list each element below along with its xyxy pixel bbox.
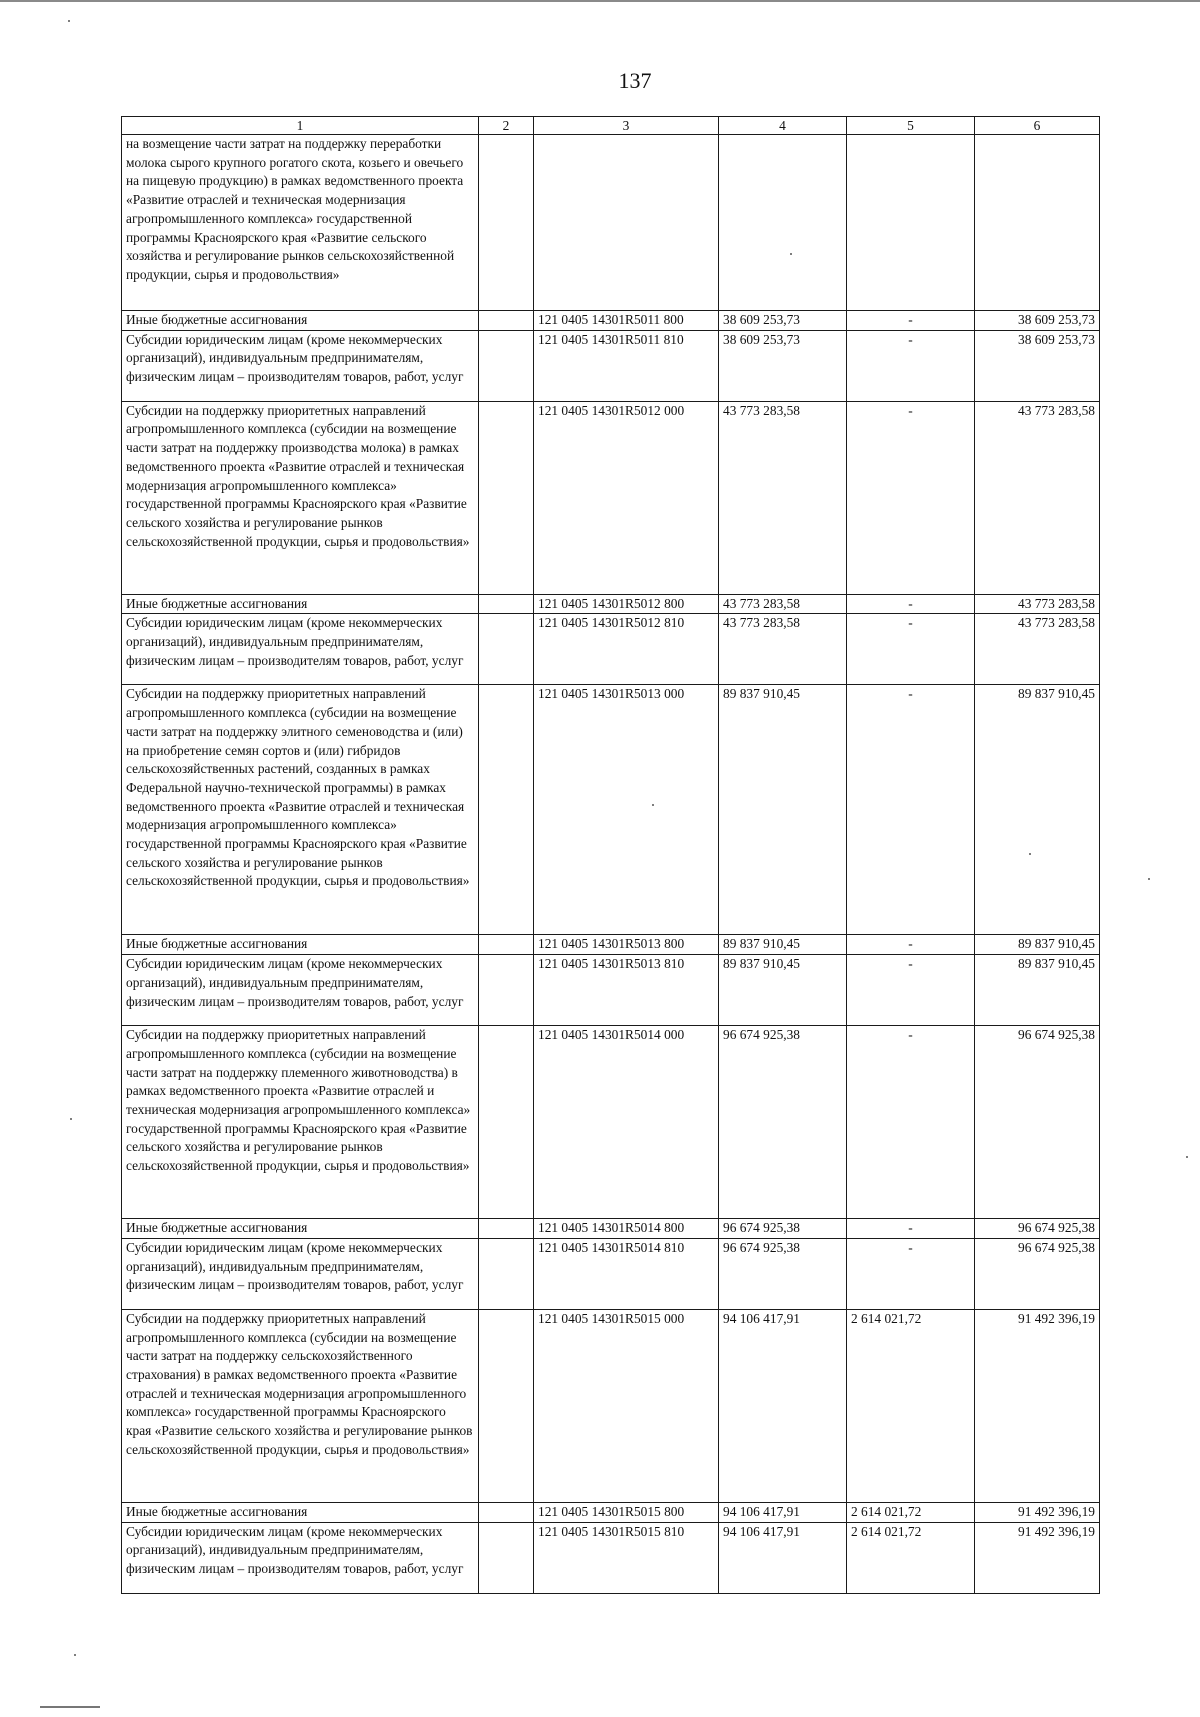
row-amount-column-5: - [847,935,975,955]
table-row [122,1309,1100,1502]
row-amount-column-5: 2 614 021,72 [847,1522,975,1593]
row-description: Субсидии юридическим лицам (кроме некоммерческих организаций), индивидуальным предпринимателям, физическим лицам – производителям товаров, работ, услуг [122,955,479,1026]
row-budget-code: 121 0405 14301R5013 000 [534,685,719,935]
table-row [122,401,1100,594]
row-amount-column-5: - [847,685,975,935]
row-column-2 [479,311,534,331]
row-budget-code: 121 0405 14301R5014 000 [534,1026,719,1219]
column-header: 1 [122,117,479,135]
row-description: на возмещение части затрат на поддержку переработки молока сырого крупного рогатого скота, козьего и овечьего на пищевую продукцию) в рамках ведомственного проекта «Развитие отраслей и техническая модернизация агропромышленного комплекса» государственной программы Красноярского края «Развитие сельского хозяйства и регулирование рынков сельскохозяйственной продукции, сырья и продовольствия» [122,135,479,311]
row-amount-column-4 [719,135,847,311]
table-row [122,311,1100,331]
row-budget-code: 121 0405 14301R5013 800 [534,935,719,955]
row-budget-code: 121 0405 14301R5012 810 [534,614,719,685]
row-column-2 [479,330,534,401]
row-amount-column-4: 94 106 417,91 [719,1309,847,1502]
row-description: Субсидии на поддержку приоритетных направлений агропромышленного комплекса (субсидии на возмещение части затрат на поддержку сельскохозяйственного страхования) в рамках ведомственного проекта «Развитие отраслей и техническая модернизация агропромышленного комплекса» государственной программы Красноярского края «Развитие сельского хозяйства и регулирование рынков сельскохозяйственной продукции, сырья и продовольствия» [122,1309,479,1502]
table-row [122,330,1100,401]
column-header: 4 [719,117,847,135]
row-description: Субсидии на поддержку приоритетных направлений агропромышленного комплекса (субсидии на возмещение части затрат на поддержку племенного животноводства) в рамках ведомственного проекта «Развитие отраслей и техническая модернизация агропромышленного комплекса» государственной программы Красноярского края «Развитие сельского хозяйства и регулирование рынков сельскохозяйственной продукции, сырья и продовольствия» [122,1026,479,1219]
column-header: 3 [534,117,719,135]
row-budget-code: 121 0405 14301R5015 000 [534,1309,719,1502]
row-amount-column-5: - [847,955,975,1026]
row-amount-column-5: - [847,594,975,614]
row-column-2 [479,1026,534,1219]
row-description: Иные бюджетные ассигнования [122,594,479,614]
row-column-2 [479,1309,534,1502]
column-header: 2 [479,117,534,135]
row-column-2 [479,955,534,1026]
scan-speck [70,1118,72,1120]
table-row [122,935,1100,955]
scan-speck [68,20,70,22]
row-amount-column-4: 89 837 910,45 [719,685,847,935]
budget-table [121,116,1100,1594]
row-budget-code: 121 0405 14301R5011 810 [534,330,719,401]
scan-speck [790,253,792,255]
row-column-2 [479,1238,534,1309]
row-amount-column-4: 96 674 925,38 [719,1219,847,1239]
row-amount-column-6: 89 837 910,45 [975,935,1100,955]
row-amount-column-6: 91 492 396,19 [975,1502,1100,1522]
row-amount-column-6: 91 492 396,19 [975,1309,1100,1502]
scan-edge-line [40,1706,100,1708]
table-header-row [122,117,1100,135]
row-budget-code: 121 0405 14301R5011 800 [534,311,719,331]
row-amount-column-6: 43 773 283,58 [975,401,1100,594]
row-amount-column-5 [847,135,975,311]
row-amount-column-5: - [847,311,975,331]
row-description: Субсидии на поддержку приоритетных направлений агропромышленного комплекса (субсидии на возмещение части затрат на поддержку производства молока) в рамках ведомственного проекта «Развитие отраслей и техническая модернизация агропромышленного комплекса» государственной программы Красноярского края «Развитие сельского хозяйства и регулирование рынков сельскохозяйственной продукции, сырья и продовольствия» [122,401,479,594]
table-row [122,1502,1100,1522]
row-column-2 [479,401,534,594]
table-row [122,1238,1100,1309]
row-amount-column-6: 96 674 925,38 [975,1026,1100,1219]
row-amount-column-6: 89 837 910,45 [975,955,1100,1026]
row-budget-code: 121 0405 14301R5013 810 [534,955,719,1026]
row-column-2 [479,1502,534,1522]
row-amount-column-4: 89 837 910,45 [719,935,847,955]
row-amount-column-5: - [847,614,975,685]
table-body [122,135,1100,1594]
row-amount-column-6: 89 837 910,45 [975,685,1100,935]
column-header: 5 [847,117,975,135]
row-column-2 [479,685,534,935]
row-column-2 [479,1522,534,1593]
table-row [122,955,1100,1026]
row-budget-code: 121 0405 14301R5012 800 [534,594,719,614]
row-amount-column-6: 43 773 283,58 [975,614,1100,685]
row-description: Субсидии на поддержку приоритетных направлений агропромышленного комплекса (субсидии на возмещение части затрат на поддержку элитного семеноводства и (или) на приобретение семян сортов и (или) гибридов сельскохозяйственных растений, созданных в рамках Федеральной научно-технической программы) в рамках ведомственного проекта «Развитие отраслей и техническая модернизация агропромышленного комплекса» государственной программы Красноярского края «Развитие сельского хозяйства и регулирование рынков сельскохозяйственной продукции, сырья и продовольствия» [122,685,479,935]
row-amount-column-4: 94 106 417,91 [719,1502,847,1522]
row-amount-column-6: 96 674 925,38 [975,1219,1100,1239]
table-row [122,614,1100,685]
row-amount-column-5: 2 614 021,72 [847,1309,975,1502]
row-description: Иные бюджетные ассигнования [122,311,479,331]
row-amount-column-4: 43 773 283,58 [719,401,847,594]
row-amount-column-4: 96 674 925,38 [719,1026,847,1219]
row-amount-column-4: 94 106 417,91 [719,1522,847,1593]
row-amount-column-6: 91 492 396,19 [975,1522,1100,1593]
scan-speck [1148,878,1150,880]
row-amount-column-4: 43 773 283,58 [719,594,847,614]
row-amount-column-6: 96 674 925,38 [975,1238,1100,1309]
row-amount-column-6: 38 609 253,73 [975,311,1100,331]
row-description: Иные бюджетные ассигнования [122,1502,479,1522]
row-amount-column-6: 43 773 283,58 [975,594,1100,614]
scan-edge-line [0,0,1200,2]
row-description: Иные бюджетные ассигнования [122,935,479,955]
row-amount-column-6: 38 609 253,73 [975,330,1100,401]
table-row [122,685,1100,935]
row-budget-code: 121 0405 14301R5014 810 [534,1238,719,1309]
scan-speck [1186,1156,1188,1158]
row-amount-column-5: - [847,1219,975,1239]
row-column-2 [479,594,534,614]
row-description: Субсидии юридическим лицам (кроме некоммерческих организаций), индивидуальным предпринимателям, физическим лицам – производителям товаров, работ, услуг [122,330,479,401]
row-budget-code [534,135,719,311]
row-amount-column-5: - [847,1026,975,1219]
row-amount-column-5: - [847,401,975,594]
row-description: Субсидии юридическим лицам (кроме некоммерческих организаций), индивидуальным предпринимателям, физическим лицам – производителям товаров, работ, услуг [122,1522,479,1593]
row-amount-column-6 [975,135,1100,311]
row-description: Субсидии юридическим лицам (кроме некоммерческих организаций), индивидуальным предпринимателям, физическим лицам – производителям товаров, работ, услуг [122,614,479,685]
row-description: Субсидии юридическим лицам (кроме некоммерческих организаций), индивидуальным предпринимателям, физическим лицам – производителям товаров, работ, услуг [122,1238,479,1309]
row-budget-code: 121 0405 14301R5012 000 [534,401,719,594]
row-amount-column-4: 89 837 910,45 [719,955,847,1026]
row-amount-column-4: 38 609 253,73 [719,311,847,331]
row-budget-code: 121 0405 14301R5014 800 [534,1219,719,1239]
row-column-2 [479,135,534,311]
row-budget-code: 121 0405 14301R5015 810 [534,1522,719,1593]
row-column-2 [479,1219,534,1239]
table-row [122,1026,1100,1219]
scan-speck [652,804,654,806]
row-amount-column-4: 38 609 253,73 [719,330,847,401]
row-amount-column-4: 96 674 925,38 [719,1238,847,1309]
row-amount-column-5: 2 614 021,72 [847,1502,975,1522]
row-amount-column-4: 43 773 283,58 [719,614,847,685]
table-row [122,1219,1100,1239]
row-column-2 [479,935,534,955]
scan-speck [1029,853,1031,855]
table-row [122,1522,1100,1593]
row-description: Иные бюджетные ассигнования [122,1219,479,1239]
scan-speck [74,1654,76,1656]
page-number: 137 [618,68,652,93]
row-budget-code: 121 0405 14301R5015 800 [534,1502,719,1522]
row-column-2 [479,614,534,685]
column-header: 6 [975,117,1100,135]
row-amount-column-5: - [847,330,975,401]
row-amount-column-5: - [847,1238,975,1309]
table-row [122,594,1100,614]
table-row [122,135,1100,311]
